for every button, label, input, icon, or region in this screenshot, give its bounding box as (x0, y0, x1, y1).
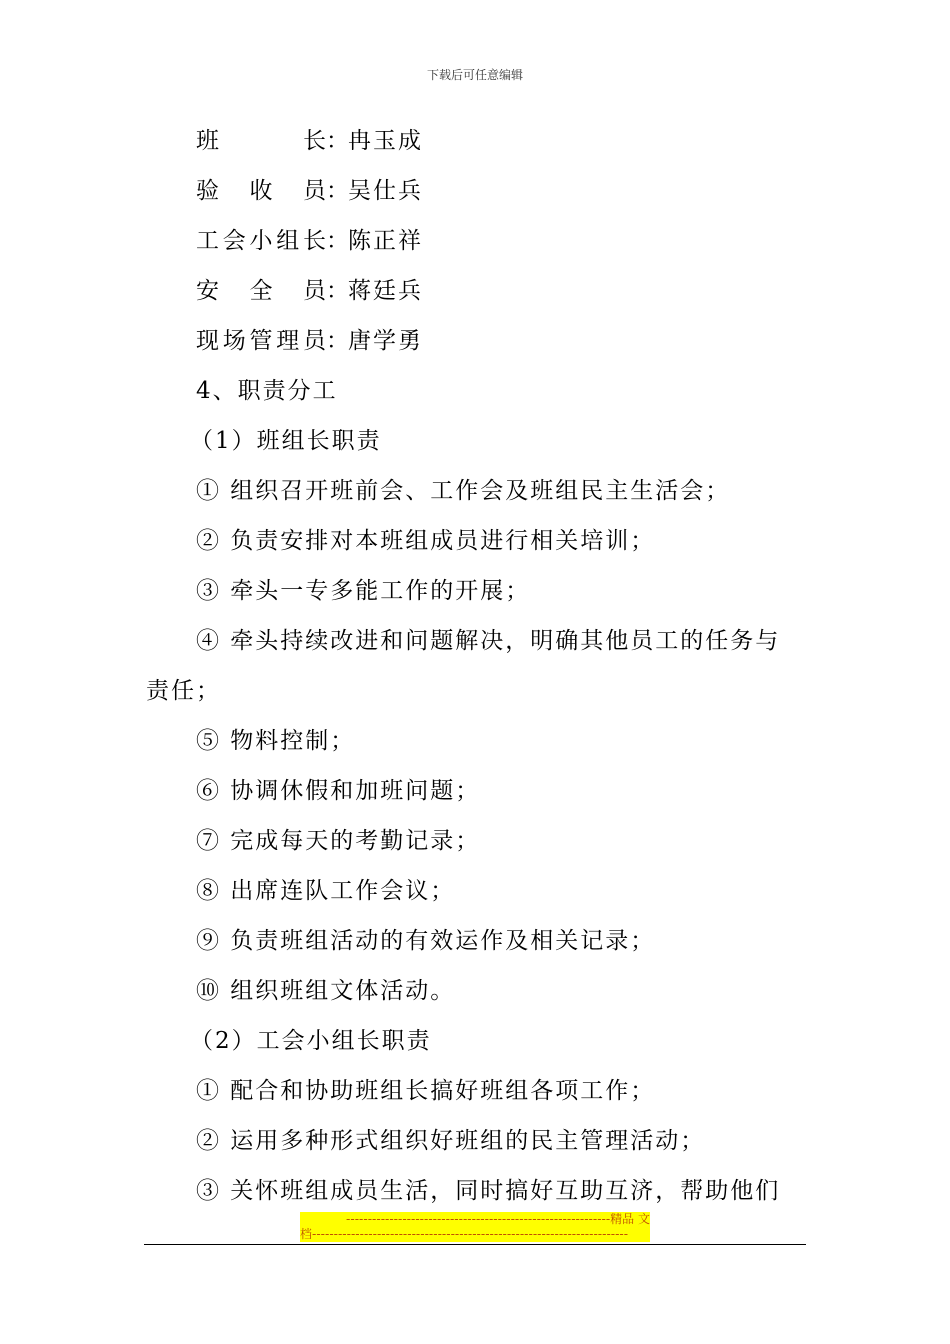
duty-item: ⑧ 出席连队工作会议； (196, 878, 456, 904)
footer-rule (144, 1244, 806, 1245)
duty-item: ② 运用多种形式组织好班组的民主管理活动； (196, 1128, 706, 1154)
role-label: 验收员 (196, 178, 326, 204)
duty-item: ③ 牵头一专多能工作的开展； (196, 578, 531, 604)
duty-item: ② 负责安排对本班组成员进行相关培训； (196, 528, 656, 554)
duty-item: ③ 关怀班组成员生活，同时搞好互助互济，帮助他们 (196, 1178, 781, 1204)
role-label: 工会小组长 (196, 228, 326, 254)
duty-item: ④ 牵头持续改进和问题解决，明确其他员工的任务与 (196, 628, 781, 654)
role-label: 安全员 (196, 278, 326, 304)
duty-item: ① 配合和协助班组长搞好班组各项工作； (196, 1078, 656, 1104)
subsection-title-team-leader: （1）班组长职责 (190, 428, 382, 454)
role-colon: ： (326, 228, 349, 254)
role-colon: ： (326, 128, 349, 154)
role-label: 班长 (196, 128, 326, 154)
role-name: 陈正祥 (348, 228, 423, 254)
role-row-inspector (196, 176, 423, 206)
role-colon: ： (326, 328, 349, 354)
role-name: 冉玉成 (348, 128, 423, 154)
role-label: 现场管理员 (196, 328, 326, 354)
role-name: 吴仕兵 (348, 178, 423, 204)
role-name: 唐学勇 (348, 328, 423, 354)
header-note: 下载后可任意编辑 (426, 68, 523, 82)
subsection-title-union-leader: （2）工会小组长职责 (190, 1028, 432, 1054)
duty-item: ① 组织召开班前会、工作会及班组民主生活会； (196, 478, 731, 504)
role-colon: ： (326, 278, 349, 304)
role-colon: ： (326, 178, 349, 204)
role-row-site-manager (196, 326, 423, 356)
duty-item-continuation: 责任； (146, 678, 221, 704)
role-name: 蒋廷兵 (348, 278, 423, 304)
footer-watermark (300, 1212, 650, 1242)
footer-line-2: 档------------------------------------------------------------------------- (300, 1227, 650, 1242)
duty-item: ⑤ 物料控制； (196, 728, 356, 754)
section-title: 4、职责分工 (196, 378, 338, 404)
duty-item: ⑩ 组织班组文体活动。 (196, 978, 456, 1004)
duty-item: ⑦ 完成每天的考勤记录； (196, 828, 481, 854)
duty-item: ⑥ 协调休假和加班问题； (196, 778, 481, 804)
footer-line-1: -------------------------------------------------------------精品 文 (300, 1212, 650, 1227)
role-row-safety-officer (196, 276, 423, 306)
duty-item: ⑨ 负责班组活动的有效运作及相关记录； (196, 928, 656, 954)
role-row-union-leader (196, 226, 423, 256)
role-row-monitor (196, 126, 423, 156)
